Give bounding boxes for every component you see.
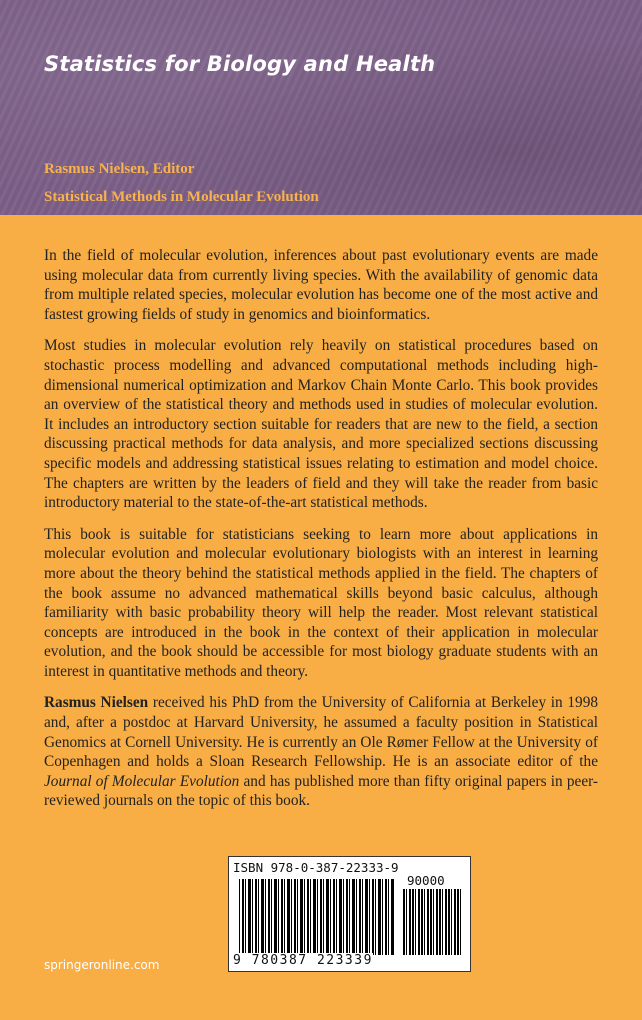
book-title: Statistical Methods in Molecular Evolution xyxy=(44,189,319,205)
blurb-paragraph-1: In the field of molecular evolution, inferences about past evolutionary events are made using molecular data from currently living species. With the availability of genomic data from multiple related species, molecular evolution has become one of the most active and fastest growing fields of study in genomics and bioinformatics. xyxy=(44,247,598,323)
journal-name: Journal of Molecular Evolution xyxy=(44,772,240,790)
price-code: 90000 xyxy=(407,873,445,888)
isbn-barcode xyxy=(228,856,471,972)
author-name: Rasmus Nielsen xyxy=(44,694,149,712)
author-bio-text-1: received his PhD from the University of California at Berkeley in 1998 and, after a postdoc at Harvard University, he assumed a faculty position in Statistical Genomics at Cornell University. He is currently an Ole Rømer Fellow at the University of Copenhagen and holds a Sloan Research Fellowship. He is an associate editor of the xyxy=(44,694,599,771)
ean-number: 9 780387 223339 xyxy=(233,953,373,968)
back-cover-blurb xyxy=(44,246,598,823)
series-title: Statistics for Biology and Health xyxy=(44,52,436,76)
barcode-addon-bars xyxy=(403,889,463,955)
editor-line: Rasmus Nielsen, Editor xyxy=(44,161,195,177)
blurb-paragraph-2: Most studies in molecular evolution rely heavily on statistical procedures based on stochastic process modelling and advanced computational methods including high-dimensional numerical optimization and Markov Chain Monte Carlo. This book provides an overview of the statistical theory and methods used in studies of molecular evolution. It includes an introductory section suitable for readers that are new to the field, a section discussing practical methods for data analysis, and more specialized sections discussing specific models and addressing statistical issues relating to estimation and model choice. The chapters are written by the leaders of field and they will take the reader from basic introductory material to the state-of-the-art statistical methods. xyxy=(44,337,598,512)
isbn-number: ISBN 978-0-387-22333-9 xyxy=(233,860,399,875)
publisher-website: springeronline.com xyxy=(44,958,160,972)
author-bio-text-2: and has published more than fifty original papers in peer-reviewed journals on the topic of this book. xyxy=(44,772,598,810)
author-bio xyxy=(44,693,598,811)
header-band xyxy=(0,0,642,215)
blurb-paragraph-3: This book is suitable for statisticians seeking to learn more about applications in molecular evolution and molecular evolutionary biologists with an interest in learning more about the theory behind the statistical methods applied in the field. The chapters of the book assume no advanced mathematical skills beyond basic calculus, although familiarity with basic probability theory will help the reader. Most relevant statistical concepts are introduced in the book in the context of their application in molecular evolution, and the book should be accessible for most biology graduate students with an interest in quantitative methods and theory. xyxy=(44,525,598,680)
barcode-main-bars xyxy=(239,879,394,955)
